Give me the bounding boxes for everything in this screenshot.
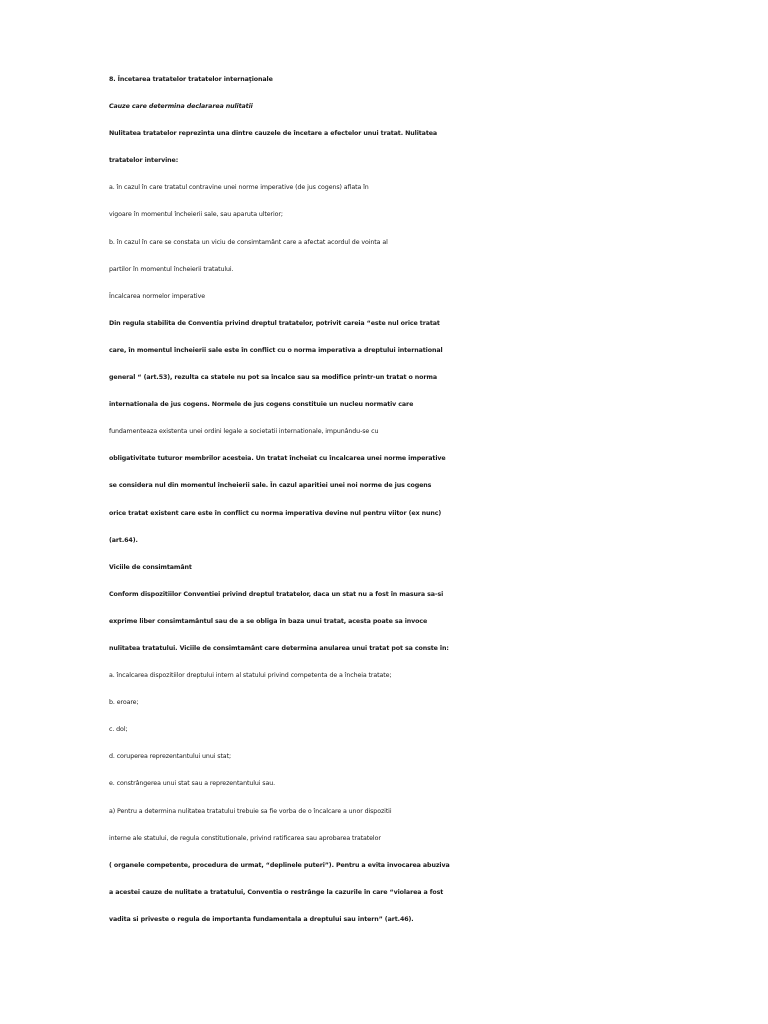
text-line: d. coruperea reprezentantului unui stat; xyxy=(109,753,231,761)
text-line: a) Pentru a determina nulitatea tratatului trebuie sa fie vorba de o încalcare a unor dispozitii xyxy=(109,807,392,815)
section-heading: 8. Încetarea tratatelor tratatelor internaţionale xyxy=(109,76,273,83)
text-line: Viciile de consimtamânt xyxy=(109,563,192,571)
text-line: internationala de jus cogens. Normele de jus cogens constituie un nucleu normativ care xyxy=(109,401,414,409)
text-line: general “ (art.53), rezulta ca statele nu pot sa încalce sau sa modifice printr-un tratat o norma xyxy=(109,374,438,382)
text-line: se considera nul din momentul încheierii sale. În cazul aparitiei unei noi norme de jus cogens xyxy=(109,482,432,490)
text-line: b. în cazul în care se constata un viciu de consimtamânt care a afectat acordul de vointa al xyxy=(109,238,388,246)
text-line: a. în cazul în care tratatul contravine unei norme imperative (de jus cogens) aflata în xyxy=(109,184,369,192)
text-line: Conform dispozitiilor Conventiei privind dreptul tratatelor, daca un stat nu a fost în masura sa-si xyxy=(109,590,444,598)
document-body xyxy=(109,66,669,933)
text-line: partilor în momentul încheierii tratatului. xyxy=(109,265,234,273)
text-line: exprime liber consimtamântul sau de a se obliga în baza unui tratat, acesta poate sa invoce xyxy=(109,617,428,625)
text-line: a. încalcarea dispozitiilor dreptului intern al statului privind competenta de a încheia tratate; xyxy=(109,672,392,680)
text-line: e. constrângerea unui stat sau a reprezentantului sau. xyxy=(109,780,276,788)
text-line: interne ale statului, de regula constitutionale, privind ratificarea sau aprobarea tratatelor xyxy=(109,834,381,842)
paragraph-lines xyxy=(109,120,669,933)
text-line: Din regula stabilita de Conventia privind dreptul tratatelor, potrivit careia “este nul orice tratat xyxy=(109,319,440,327)
section-subheading: Cauze care determina declararea nulitatii xyxy=(109,103,253,111)
text-line: ( organele competente, procedura de urmat, “deplinele puteri”). Pentru a evita invocarea abuziva xyxy=(109,861,450,869)
text-line: care, în momentul încheierii sale este în conflict cu o norma imperativa a dreptului international xyxy=(109,346,443,354)
text-line: a acestei cauze de nulitate a tratatului, Conventia o restrânge la cazurile în care “violarea a fost xyxy=(109,888,444,896)
text-line: fundamenteaza existenta unei ordini legale a societatii internationale, impunându-se cu xyxy=(109,428,379,436)
text-line: b. eroare; xyxy=(109,699,139,707)
text-line: orice tratat existent care este în conflict cu norma imperativa devine nul pentru viitor (ex nunc) xyxy=(109,509,442,517)
text-line: vigoare în momentul încheierii sale, sau aparuta ulterior; xyxy=(109,211,283,219)
text-line: Nulitatea tratatelor reprezinta una dintre cauzele de încetare a efectelor unui tratat. Nulitatea xyxy=(109,130,438,138)
text-line: obligativitate tuturor membrilor acesteia. Un tratat încheiat cu încalcarea unei norme imperative xyxy=(109,455,446,463)
text-line: Încalcarea normelor imperative xyxy=(109,292,205,300)
text-line: nulitatea tratatului. Viciile de consimtamânt care determina anularea unui tratat pot sa conste în: xyxy=(109,644,449,652)
text-line: vadita si priveste o regula de importanta fundamentala a dreptului sau intern” (art.46). xyxy=(109,915,414,923)
text-line: tratatelor intervine: xyxy=(109,157,179,165)
text-line: c. dol; xyxy=(109,726,128,734)
text-line: (art.64). xyxy=(109,536,138,544)
